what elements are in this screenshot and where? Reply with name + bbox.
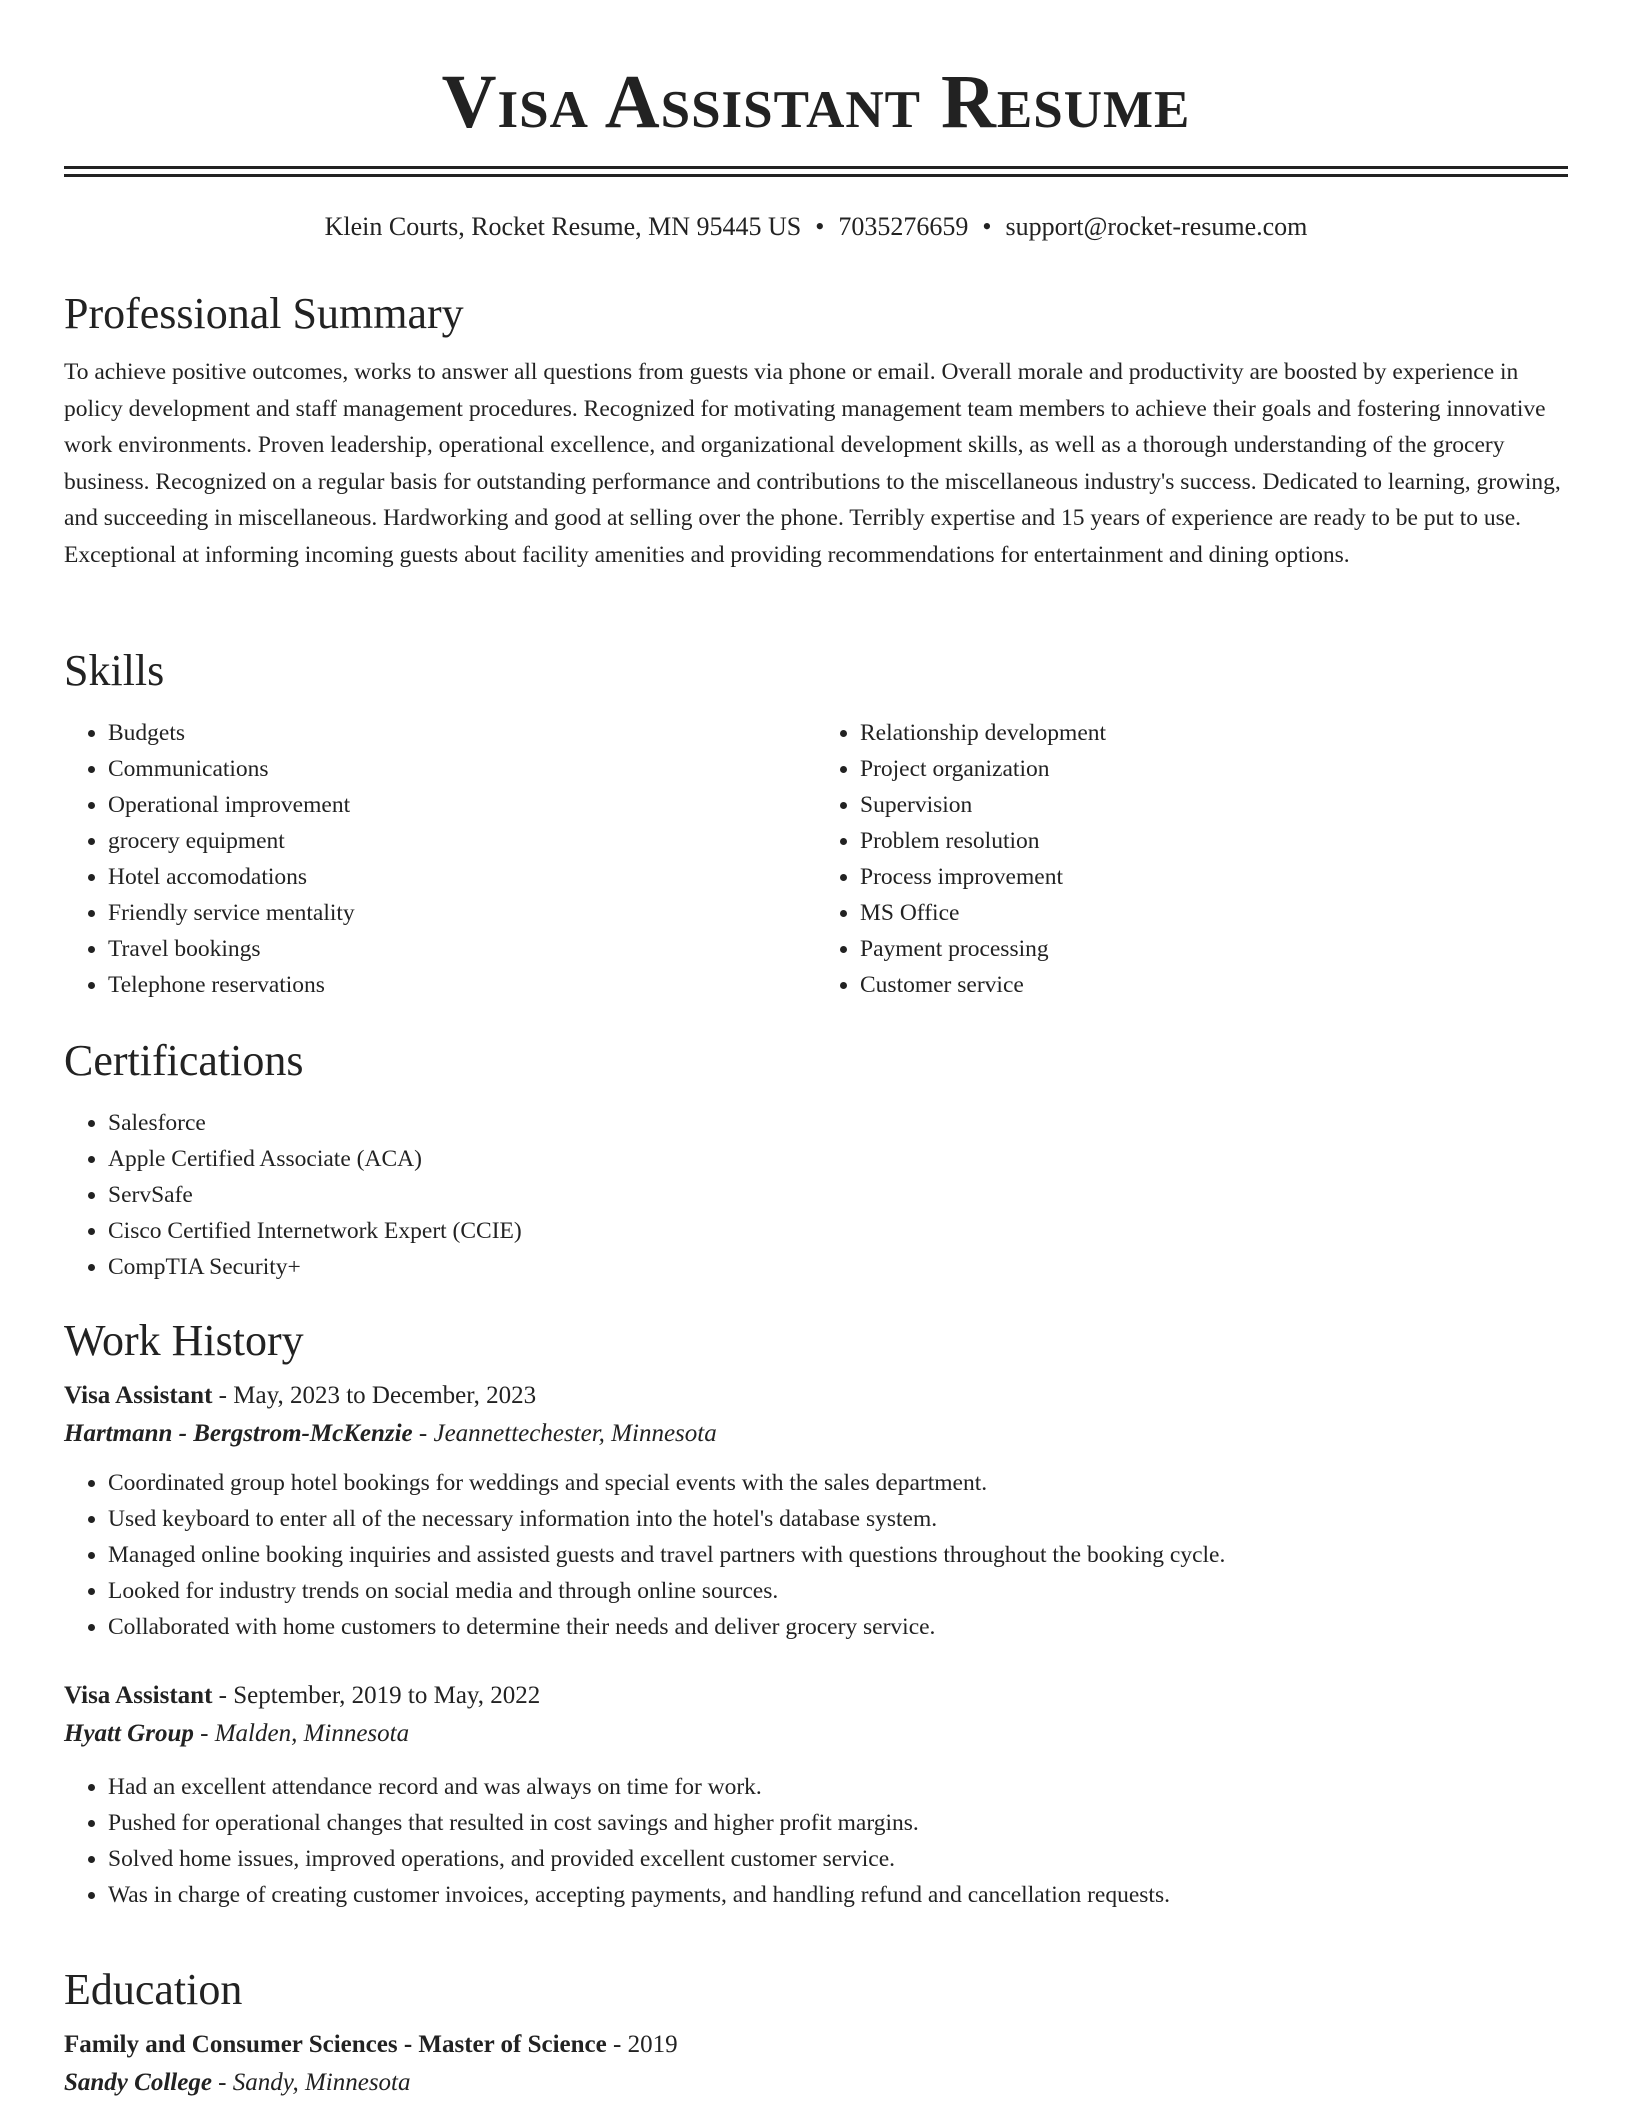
skill-item: • Budgets: [108, 715, 816, 751]
contact-separator: •: [815, 212, 825, 241]
job-bullet: • Solved home issues, improved operations, and provided excellent customer service.: [108, 1841, 1568, 1877]
education-section: [64, 1962, 1568, 2102]
contact-email: support@rocket-resume.com: [1005, 212, 1308, 241]
skill-item: • Payment processing: [860, 931, 1568, 967]
skill-item: • Travel bookings: [108, 931, 816, 967]
skill-item: • Process improvement: [860, 859, 1568, 895]
job-location: - Jeannettechester, Minnesota: [412, 1420, 717, 1447]
skill-item: • Communications: [108, 751, 816, 787]
job-bullet: • Coordinated group hotel bookings for weddings and special events with the sales department.: [108, 1465, 1568, 1501]
job-bullet: • Managed online booking inquiries and assisted guests and travel partners with questions throughout the booking cycle.: [108, 1537, 1568, 1573]
education-degree-line: [64, 2026, 1568, 2064]
job-entry: [64, 1677, 1568, 1913]
certification-item: • CompTIA Security+: [108, 1249, 1568, 1285]
skills-columns: [64, 715, 1568, 1003]
certification-item: • ServSafe: [108, 1177, 1568, 1213]
job-location: - Malden, Minnesota: [193, 1720, 410, 1747]
skill-item: • Supervision: [860, 787, 1568, 823]
skill-item: • Hotel accomodations: [108, 859, 816, 895]
certifications-list: [64, 1105, 1568, 1285]
skill-item: • Relationship development: [860, 715, 1568, 751]
job-title: Visa Assistant: [64, 1382, 213, 1409]
skill-item: • grocery equipment: [108, 823, 816, 859]
skill-item: • Problem resolution: [860, 823, 1568, 859]
certifications-heading: Certifications: [64, 1036, 304, 1085]
education-school-line: [64, 2064, 1568, 2102]
certification-item: • Apple Certified Associate (ACA): [108, 1141, 1568, 1177]
job-company: Hartmann - Bergstrom-McKenzie: [64, 1420, 413, 1447]
job-bullet: • Pushed for operational changes that resulted in cost savings and higher profit margins.: [108, 1805, 1568, 1841]
skill-item: • Telephone reservations: [108, 967, 816, 1003]
job-bullet: • Collaborated with home customers to determine their needs and deliver grocery service.: [108, 1609, 1568, 1645]
skills-list-right: [816, 715, 1568, 1003]
skill-item: • Friendly service mentality: [108, 895, 816, 931]
certifications-section: [64, 1033, 1568, 1285]
summary-text: To achieve positive outcomes, works to answer all questions from guests via phone or email. Overall morale and productivity are boosted by experience in policy development and staff management procedures. Recognized for motivating management team members to achieve their goals and fostering innovative work environments. Proven leadership, operational excellence, and organizational development skills, as well as a thorough understanding of the grocery business. Recognized on a regular basis for outstanding performance and contributions to the miscellaneous industry's success. Dedicated to learning, growing, and succeeding in miscellaneous. Hardworking and good at selling over the phone. Terribly expertise and 15 years of experience are ready to be put to use. Exceptional at informing incoming guests about facility amenities and providing recommendations for entertainment and dining options.: [64, 359, 1561, 568]
education-school: Sandy College: [64, 2069, 212, 2096]
job-company-line: [64, 1715, 1568, 1753]
skills-section: [64, 643, 1568, 1003]
job-title-line: [64, 1377, 1568, 1415]
job-dates: - September, 2019 to May, 2022: [212, 1682, 541, 1709]
job-title: Visa Assistant: [64, 1682, 213, 1709]
education-year: - 2019: [606, 2031, 678, 2058]
job-entry: [64, 1377, 1568, 1645]
education-degree: Family and Consumer Sciences - Master of Science: [64, 2031, 607, 2058]
job-bullet: • Used keyboard to enter all of the necessary information into the hotel's database system.: [108, 1501, 1568, 1537]
resume-title: Visa Assistant Resume: [441, 60, 1191, 144]
certification-item: • Cisco Certified Internetwork Expert (CCIE): [108, 1213, 1568, 1249]
job-company: Hyatt Group: [64, 1720, 194, 1747]
skill-item: • MS Office: [860, 895, 1568, 931]
contact-line: [64, 211, 1568, 243]
job-bullet: • Was in charge of creating customer invoices, accepting payments, and handling refund and cancellation requests.: [108, 1877, 1568, 1913]
skill-item: • Project organization: [860, 751, 1568, 787]
skills-heading: Skills: [64, 646, 165, 695]
skill-item: • Operational improvement: [108, 787, 816, 823]
work-history-section: [64, 1313, 1568, 1913]
job-dates: - May, 2023 to December, 2023: [212, 1382, 537, 1409]
certification-item: • Salesforce: [108, 1105, 1568, 1141]
job-company-line: [64, 1415, 1568, 1453]
contact-address: Klein Courts, Rocket Resume, MN 95445 US: [324, 212, 802, 241]
job-title-line: [64, 1677, 1568, 1715]
education-location: - Sandy, Minnesota: [211, 2069, 411, 2096]
summary-heading: Professional Summary: [64, 289, 464, 338]
contact-phone: 7035276659: [838, 212, 969, 241]
job-bullets: [64, 1465, 1568, 1645]
job-bullet: • Looked for industry trends on social media and through online sources.: [108, 1573, 1568, 1609]
job-bullets: [64, 1769, 1568, 1913]
skill-item: • Customer service: [860, 967, 1568, 1003]
work-history-heading: Work History: [64, 1316, 304, 1365]
contact-separator: •: [982, 212, 992, 241]
education-heading: Education: [64, 1965, 243, 2014]
title-divider: [64, 166, 1568, 177]
job-bullet: • Had an excellent attendance record and was always on time for work.: [108, 1769, 1568, 1805]
skills-list-left: [64, 715, 816, 1003]
summary-section: [64, 286, 1568, 573]
